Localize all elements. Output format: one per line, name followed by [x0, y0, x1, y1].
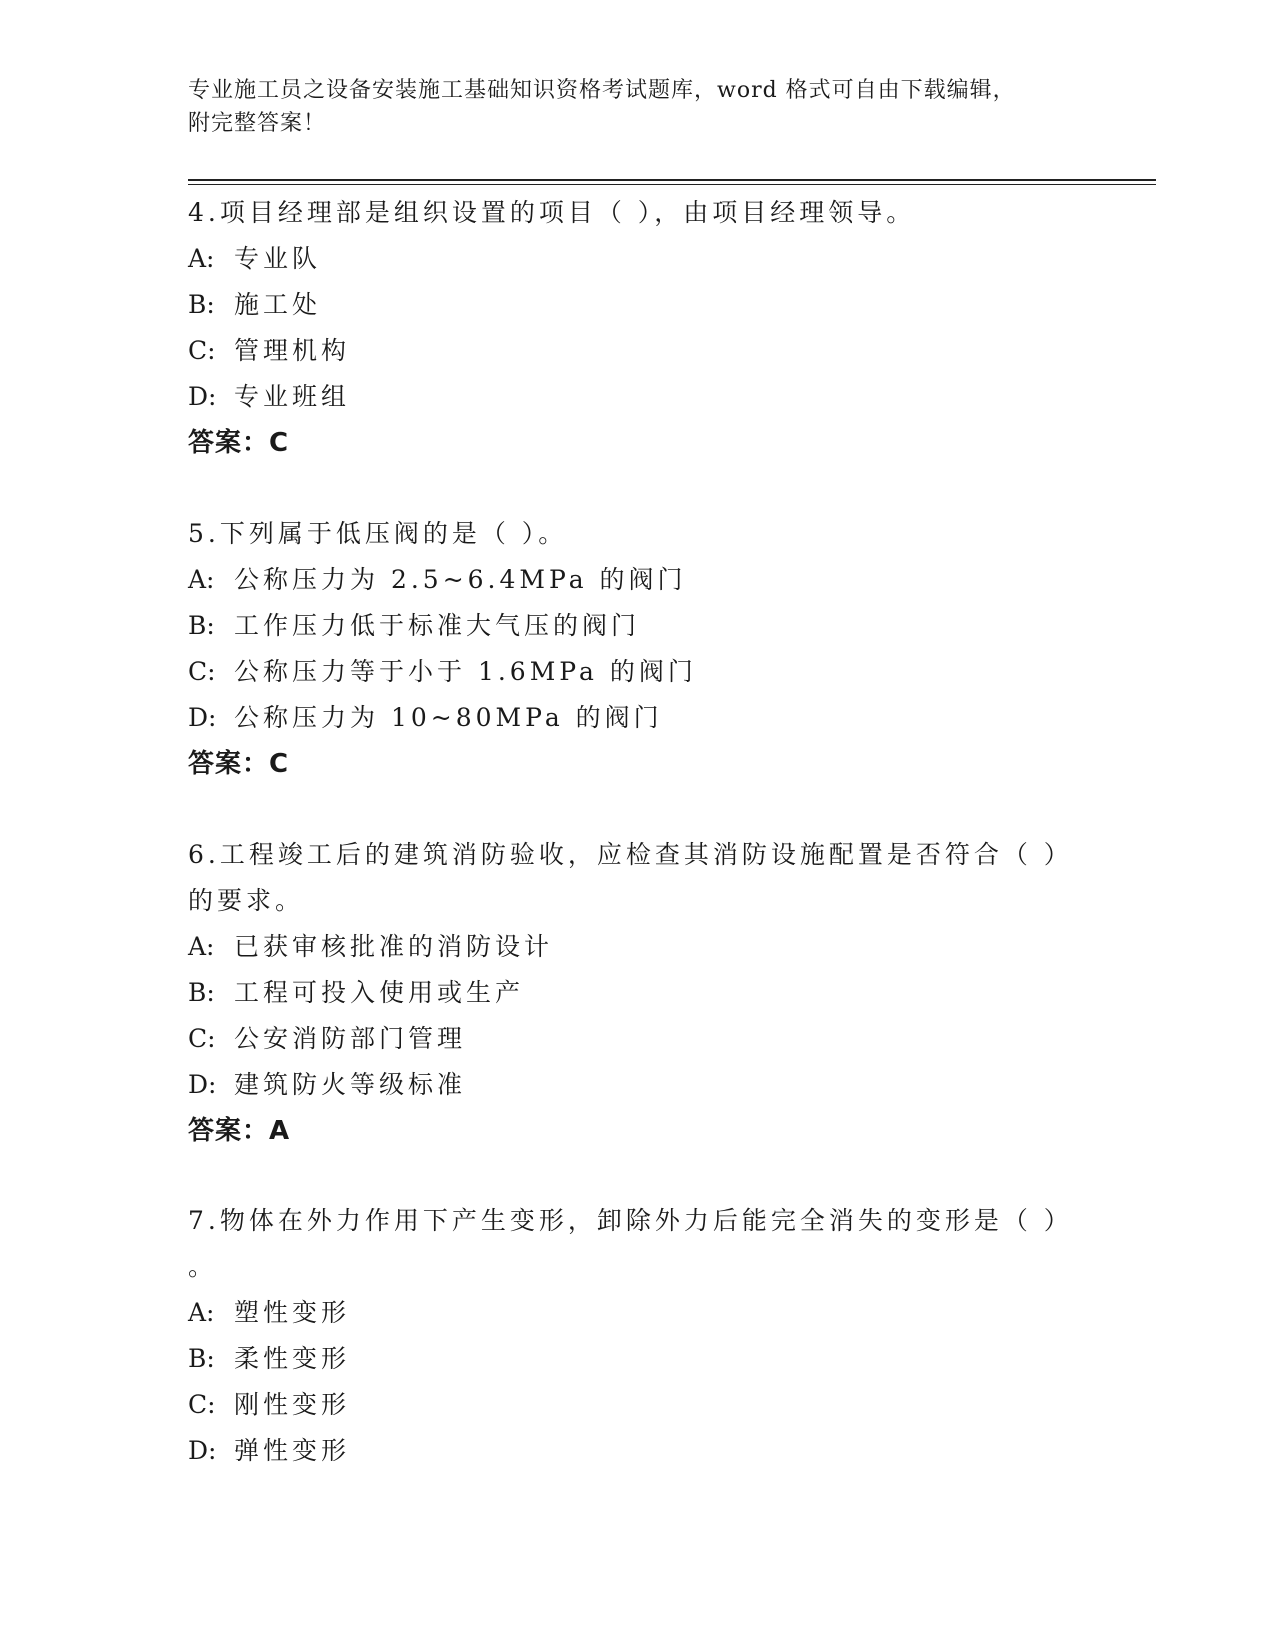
option-letter: A:	[188, 244, 215, 273]
option-a	[188, 1290, 1088, 1336]
option-letter: A:	[188, 1298, 215, 1327]
option-letter: B:	[188, 978, 215, 1007]
option-d	[188, 1428, 1088, 1474]
document-header	[188, 74, 1068, 140]
option-b	[188, 970, 1088, 1016]
question-stem-continued: 。	[188, 1252, 218, 1281]
option-text: 公称压力为 10~80MPa 的阀门	[234, 703, 663, 732]
option-b	[188, 603, 1088, 649]
option-text: 工程可投入使用或生产	[234, 978, 525, 1007]
option-text: 已获审核批准的消防设计	[234, 932, 554, 961]
option-b	[188, 282, 1088, 328]
option-letter: D:	[188, 382, 217, 411]
header-title-line-1: 专业施工员之设备安装施工基础知识资格考试题库，word 格式可自由下载编辑，	[188, 78, 1016, 103]
option-letter: C:	[188, 1024, 216, 1053]
answer-line: 答案：A	[188, 1116, 291, 1146]
option-letter: B:	[188, 290, 215, 319]
header-title-line-2: 附完整答案！	[188, 111, 327, 136]
question-7	[188, 1198, 1088, 1474]
question-stem: 7.物体在外力作用下产生变形，卸除外力后能完全消失的变形是（ ）	[188, 1206, 1073, 1235]
option-letter: A:	[188, 565, 215, 594]
question-stem-continued: 的要求。	[188, 886, 305, 915]
option-a	[188, 557, 1088, 603]
option-text: 建筑防火等级标准	[234, 1070, 467, 1099]
question-stem: 5.下列属于低压阀的是（ ）。	[188, 519, 568, 548]
option-b	[188, 1336, 1088, 1382]
option-text: 专业班组	[234, 382, 351, 411]
question-stem: 6.工程竣工后的建筑消防验收，应检查其消防设施配置是否符合（ ）	[188, 840, 1073, 869]
option-text: 柔性变形	[234, 1344, 351, 1373]
option-c	[188, 1382, 1088, 1428]
option-text: 弹性变形	[234, 1436, 351, 1465]
option-text: 专业队	[234, 244, 322, 273]
option-text: 公安消防部门管理	[234, 1024, 467, 1053]
answer-line: 答案：C	[188, 428, 290, 458]
option-letter: D:	[188, 1070, 217, 1099]
option-letter: A:	[188, 932, 215, 961]
option-letter: B:	[188, 1344, 215, 1373]
option-letter: B:	[188, 611, 215, 640]
question-stem: 4.项目经理部是组织设置的项目（ ），由项目经理领导。	[188, 198, 916, 227]
option-text: 施工处	[234, 290, 322, 319]
option-d	[188, 374, 1088, 420]
question-5	[188, 511, 1088, 787]
option-text: 工作压力低于标准大气压的阀门	[234, 611, 641, 640]
option-a	[188, 924, 1088, 970]
option-letter: C:	[188, 336, 216, 365]
question-6	[188, 832, 1088, 1154]
option-letter: C:	[188, 657, 216, 686]
option-a	[188, 236, 1088, 282]
option-letter: D:	[188, 703, 217, 732]
option-d	[188, 1062, 1088, 1108]
option-c	[188, 649, 1088, 695]
header-divider-thick	[188, 179, 1156, 181]
option-d	[188, 695, 1088, 741]
question-4	[188, 190, 1088, 466]
answer-line: 答案：C	[188, 749, 290, 779]
option-text: 管理机构	[234, 336, 351, 365]
option-text: 公称压力等于小于 1.6MPa 的阀门	[234, 657, 697, 686]
option-text: 公称压力为 2.5~6.4MPa 的阀门	[234, 565, 687, 594]
option-c	[188, 328, 1088, 374]
option-letter: D:	[188, 1436, 217, 1465]
option-c	[188, 1016, 1088, 1062]
header-divider-thin	[188, 184, 1156, 185]
option-letter: C:	[188, 1390, 216, 1419]
option-text: 塑性变形	[234, 1298, 351, 1327]
option-text: 刚性变形	[234, 1390, 351, 1419]
